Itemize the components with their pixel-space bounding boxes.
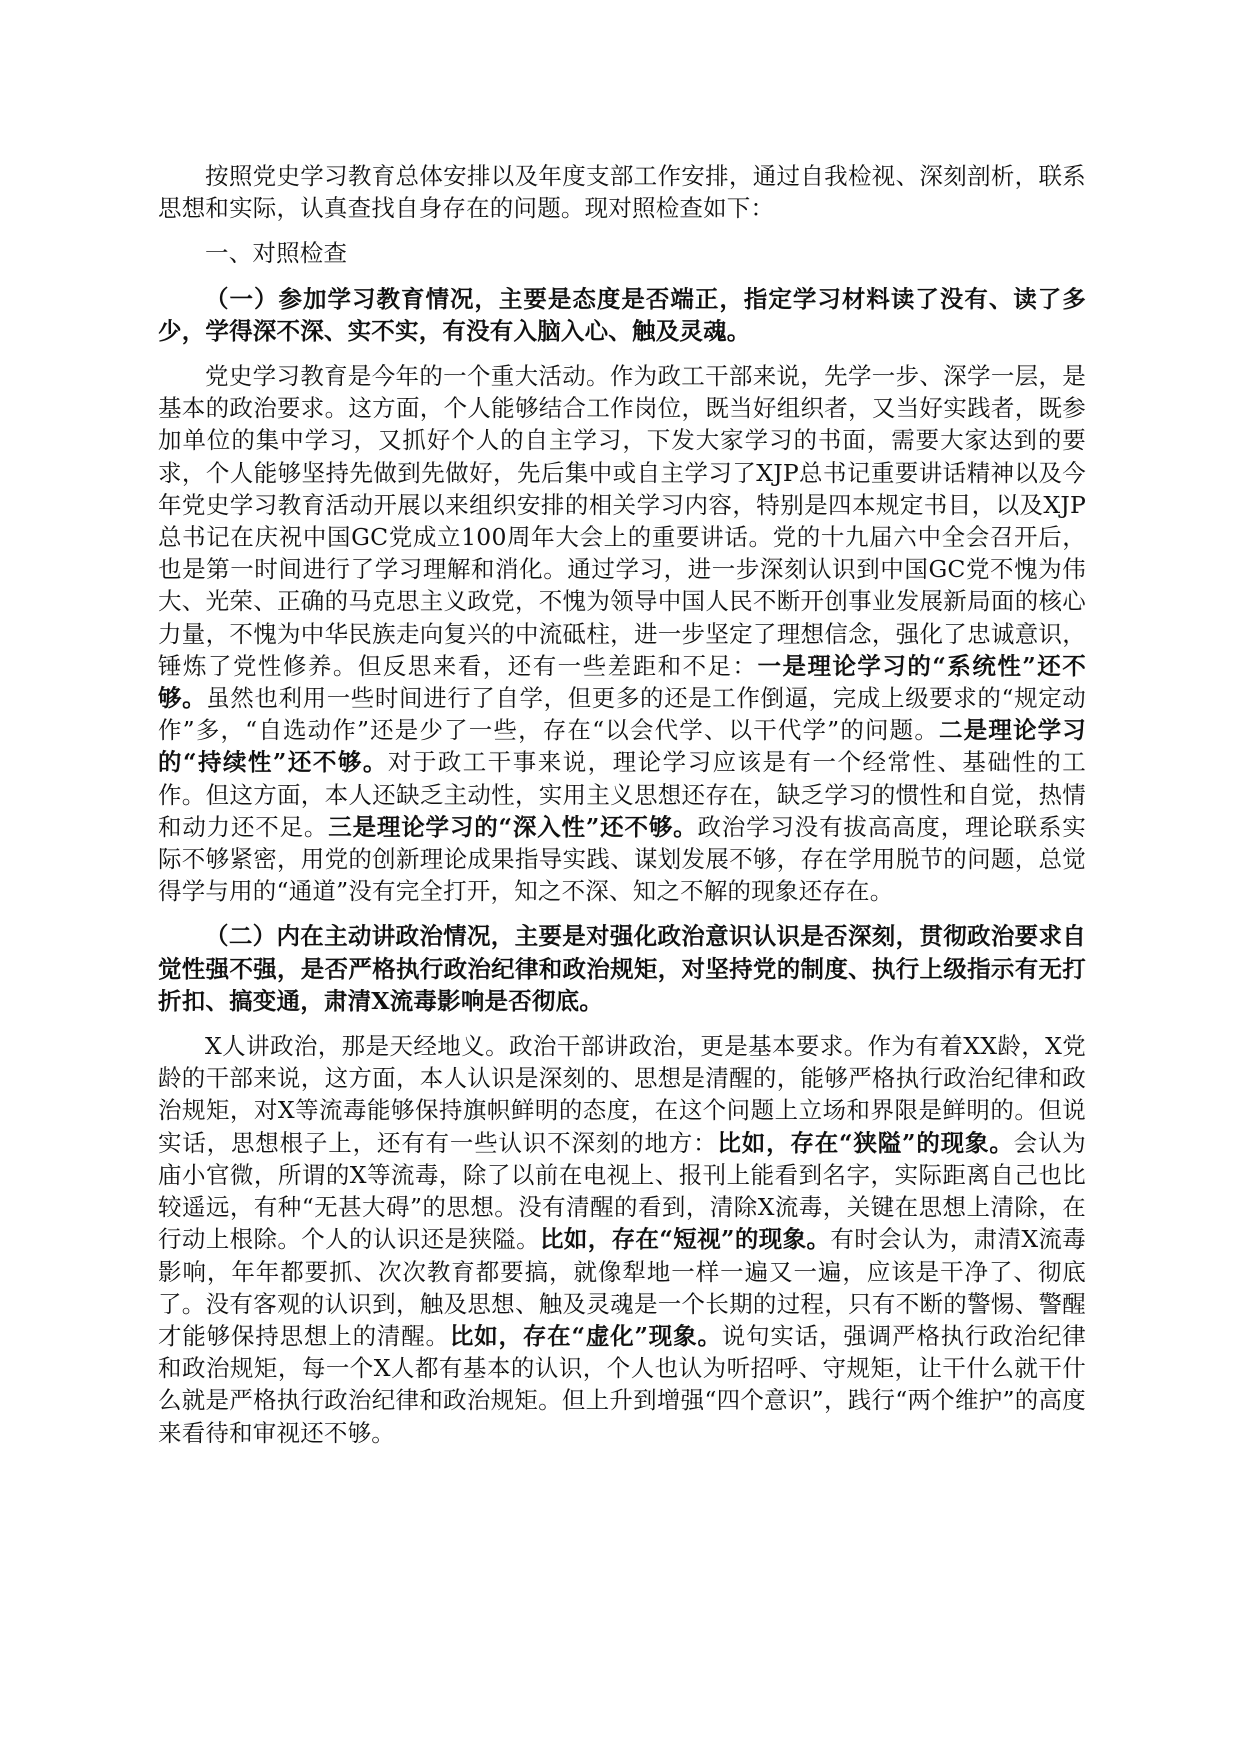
bold-point-1: 一是理论学习的“系统性”还不够。 <box>158 651 1086 713</box>
text-run: X人讲政治，那是天经地义。政治干部讲政治，更是基本要求。作为有着XX龄，X党龄的干部来说，这方面，本人认识是深刻的、思想是清醒的，能够严格执行政治纪律和政治规矩，对X等流毒能够保持旗帜鲜明的态度，在这个问题上立场和界限是鲜明的。但说实话，思想根子上，还有有一些认识不深刻的地方： <box>158 1032 1086 1157</box>
section-heading-check: 一、对照检查 <box>205 239 348 268</box>
bold-point-2: 比如，存在“短视”的现象。 <box>539 1225 831 1254</box>
bold-point-3: 比如，存在“虚化”现象。 <box>449 1321 722 1350</box>
text-run: 政治学习没有拔高高度，理论联系实际不够紧密，用党的创新理论成果指导实践、谋划发展不够，存在学用脱节的问题，总觉得学与用的“通道”没有完全打开，知之不深、知之不解的现象还存在。 <box>158 812 1087 906</box>
paragraph-study <box>158 360 1086 907</box>
text-run: 对于政工干事来说，理论学习应该是有一个经常性、基础性的工作。但这方面，本人还缺乏主动性，实用主义思想还存在，缺乏学习的惯性和自觉，热情和动力还不足。 <box>158 748 1086 841</box>
bold-point-3: 三是理论学习的“深入性”还不够。 <box>328 812 698 841</box>
text-run: 虽然也利用一些时间进行了自学，但更多的还是工作倒逼，完成上级要求的“规定动作”多，“自选动作”还是少了一些，存在“以会代学、以干代学”的问题。 <box>158 684 1086 745</box>
intro-paragraph: 按照党史学习教育总体安排以及年度支部工作安排，通过自我检视、深刻剖析，联系思想和实际，认真查找自身存在的问题。现对照检查如下： <box>158 162 1086 223</box>
subsection-heading-2: （二）内在主动讲政治情况，主要是对强化政治意识认识是否深刻，贯彻政治要求自觉性强不强，是否严格执行政治纪律和政治规矩，对坚持党的制度、执行上级指示有无打折扣、搞变通，肃清X流毒影响是否彻底。 <box>158 922 1086 1015</box>
bold-point-1: 比如，存在“狭隘”的现象。 <box>717 1128 1014 1157</box>
text-run: 说句实话，强调严格执行政治纪律和政治规矩，每一个X人都有基本的认识，个人也认为听招呼、守规矩，让干什么就干什么就是严格执行政治纪律和政治规矩。但上升到增强“四个意识”，践行“两个维护”的高度来看待和审视还不够。 <box>158 1321 1086 1447</box>
text-run: 会认为庙小官微，所谓的X等流毒，除了以前在电视上、报刊上能看到名字，实际距离自己也比较遥远，有种“无甚大碍”的思想。没有清醒的看到，清除X流毒，关键在思想上清除，在行动上根除。个人的认识还是狭隘。 <box>158 1128 1087 1254</box>
bold-point-2: 二是理论学习的“持续性”还不够。 <box>158 716 1086 777</box>
document-page <box>158 160 1086 1462</box>
subsection-heading-1: （一）参加学习教育情况，主要是态度是否端正，指定学习材料读了没有、读了多少，学得深不深、实不实，有没有入脑入心、触及灵魂。 <box>158 284 1086 345</box>
text-run: 党史学习教育是今年的一个重大活动。作为政工干部来说，先学一步、深学一层，是基本的政治要求。这方面，个人能够结合工作岗位，既当好组织者，又当好实践者，既参加单位的集中学习，又抓好个人的自主学习，下发大家学习的书面，需要大家达到的要求，个人能够坚持先做到先做好，先后集中或自主学习了XJP总书记重要讲话精神以及今年党史学习教育活动开展以来组织安排的相关学习内容，特别是四本规定书目，以及XJP总书记在庆祝中国GC党成立100周年大会上的重要讲话。党的十九届六中全会召开后，也是第一时间进行了学习理解和消化。通过学习，进一步深刻认识到中国GC党不愧为伟大、光荣、正确的马克思主义政党，不愧为领导中国人民不断开创事业发展新局面的核心力量，不愧为中华民族走向复兴的中流砥柱，进一步坚定了理想信念，强化了忠诚意识，锤炼了党性修养。但反思来看，还有一些差距和不足： <box>158 362 1086 680</box>
text-run: 有时会认为，肃清X流毒影响，年年都要抓、次次教育都要搞，就像犁地一样一遍又一遍，应该是干净了、彻底了。没有客观的认识到，触及思想、触及灵魂是一个长期的过程，只有不断的警惕、警醒才能够保持思想上的清醒。 <box>158 1225 1086 1350</box>
paragraph-politics <box>158 1030 1086 1449</box>
